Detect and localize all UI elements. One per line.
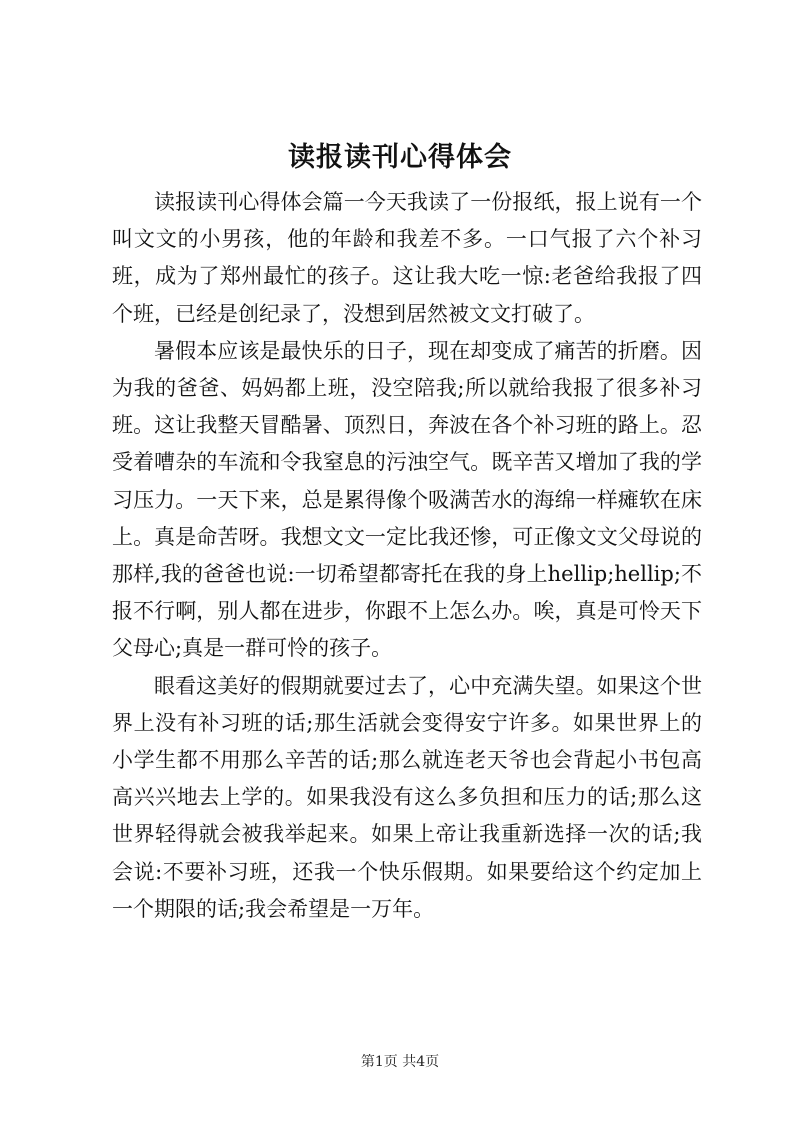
page-number-footer: 第1页 共4页 [360, 1054, 440, 1070]
paragraph-1: 读报读刊心得体会篇一今天我读了一份报纸，报上说有一个叫文文的小男孩，他的年龄和我差不多。一口气报了六个补习班，成为了郑州最忙的孩子。这让我大吃一惊:老爸给我报了四个班，已经是创纪录了，没想到居然被文文打破了。 [112, 190, 702, 326]
document-body [112, 184, 702, 928]
paragraph-2: 暑假本应该是最快乐的日子，现在却变成了痛苦的折磨。因为我的爸爸、妈妈都上班，没空陪我;所以就给我报了很多补习班。这让我整天冒酷暑、顶烈日，奔波在各个补习班的路上。忍受着嘈杂的车流和令我窒息的污浊空气。既辛苦又增加了我的学习压力。一天下来，总是累得像个吸满苦水的海绵一样瘫软在床上。真是命苦呀。我想文文一定比我还惨，可正像文文父母说的那样,我的爸爸也说:一切希望都寄托在我的身上hellip;hellip;不报不行啊，别人都在进步，你跟不上怎么办。唉，真是可怜天下父母心;真是一群可怜的孩子。 [112, 338, 702, 661]
document-title: 读报读刊心得体会 [288, 142, 512, 173]
paragraph-3: 眼看这美好的假期就要过去了，心中充满失望。如果这个世界上没有补习班的话;那生活就会变得安宁许多。如果世界上的小学生都不用那么辛苦的话;那么就连老天爷也会背起小书包高高兴兴地去上学的。如果我没有这么多负担和压力的话;那么这世界轻得就会被我举起来。如果上帝让我重新选择一次的话;我会说:不要补习班，还我一个快乐假期。如果要给这个约定加上一个期限的话;我会希望是一万年。 [112, 673, 702, 921]
